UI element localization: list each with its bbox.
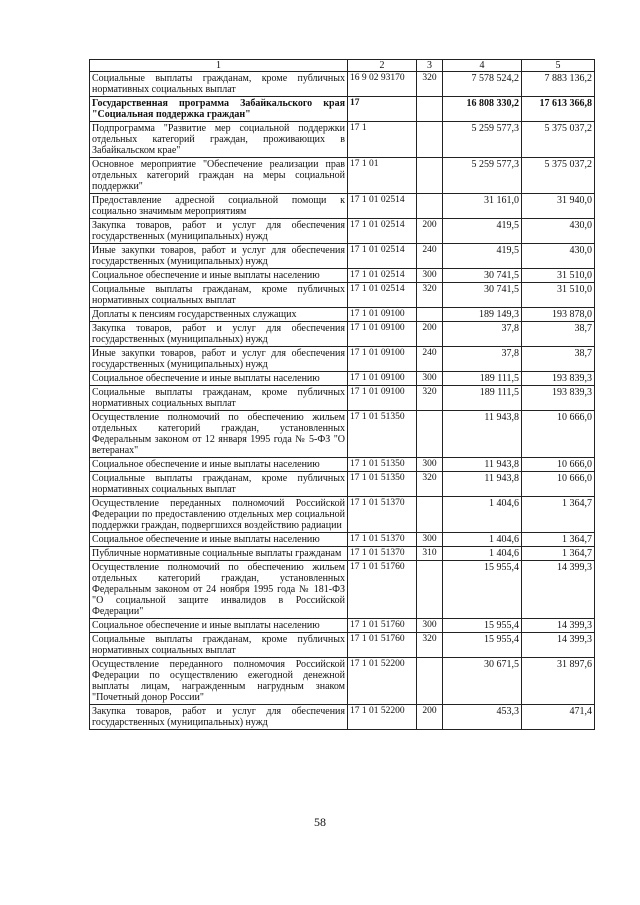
row-year1-amount-cell: 419,5	[443, 244, 522, 269]
row-year1-amount-cell: 30 741,5	[443, 269, 522, 283]
row-code-cell: 17 1 01 09100	[348, 322, 417, 347]
row-expense-type-cell: 320	[417, 72, 443, 97]
table-row	[90, 386, 595, 411]
row-name-cell: Социальное обеспечение и иные выплаты населению	[90, 619, 348, 633]
row-code-cell: 17 1 01 09100	[348, 308, 417, 322]
row-name-cell: Публичные нормативные социальные выплаты гражданам	[90, 547, 348, 561]
row-expense-type-cell: 300	[417, 372, 443, 386]
row-expense-type-cell	[417, 158, 443, 194]
table-row	[90, 619, 595, 633]
row-code-cell: 16 9 02 93170	[348, 72, 417, 97]
row-expense-type-cell: 300	[417, 458, 443, 472]
table-row	[90, 633, 595, 658]
row-expense-type-cell	[417, 411, 443, 458]
row-code-cell: 17 1 01 09100	[348, 386, 417, 411]
table-row	[90, 72, 595, 97]
row-year1-amount-cell: 453,3	[443, 705, 522, 730]
row-expense-type-cell: 200	[417, 322, 443, 347]
row-year2-amount-cell: 430,0	[522, 219, 595, 244]
row-code-cell: 17 1 01 09100	[348, 347, 417, 372]
row-year1-amount-cell: 5 259 577,3	[443, 122, 522, 158]
row-expense-type-cell: 240	[417, 347, 443, 372]
row-year1-amount-cell: 15 955,4	[443, 619, 522, 633]
header-cell-code: 2	[348, 60, 417, 72]
row-expense-type-cell	[417, 194, 443, 219]
table-header-row	[90, 60, 595, 72]
table-row	[90, 322, 595, 347]
table-row	[90, 411, 595, 458]
row-year1-amount-cell: 37,8	[443, 322, 522, 347]
row-year2-amount-cell: 193 878,0	[522, 308, 595, 322]
row-year2-amount-cell: 38,7	[522, 322, 595, 347]
row-expense-type-cell: 300	[417, 533, 443, 547]
table-row	[90, 194, 595, 219]
row-code-cell: 17 1 01 51370	[348, 533, 417, 547]
row-name-cell: Социальные выплаты гражданам, кроме публичных нормативных социальных выплат	[90, 386, 348, 411]
row-year2-amount-cell: 1 364,7	[522, 547, 595, 561]
page-number: 58	[314, 815, 326, 829]
table-row	[90, 269, 595, 283]
row-year2-amount-cell: 31 510,0	[522, 269, 595, 283]
row-year1-amount-cell: 11 943,8	[443, 411, 522, 458]
row-year1-amount-cell: 1 404,6	[443, 547, 522, 561]
row-name-cell: Основное мероприятие "Обеспечение реализации прав отдельных категорий граждан на меры социальной поддержки"	[90, 158, 348, 194]
table-row	[90, 458, 595, 472]
row-name-cell: Закупка товаров, работ и услуг для обеспечения государственных (муниципальных) нужд	[90, 219, 348, 244]
row-name-cell: Социальное обеспечение и иные выплаты населению	[90, 458, 348, 472]
row-name-cell: Осуществление переданного полномочия Российской Федерации по осуществлению ежегодной денежной выплаты лицам, награжденным нагрудным знаком "Почетный донор России"	[90, 658, 348, 705]
row-year2-amount-cell: 10 666,0	[522, 411, 595, 458]
row-year1-amount-cell: 15 955,4	[443, 633, 522, 658]
row-year1-amount-cell: 189 149,3	[443, 308, 522, 322]
header-cell-year1: 4	[443, 60, 522, 72]
row-year2-amount-cell: 1 364,7	[522, 533, 595, 547]
row-year1-amount-cell: 37,8	[443, 347, 522, 372]
row-year2-amount-cell: 14 399,3	[522, 633, 595, 658]
row-year1-amount-cell: 11 943,8	[443, 458, 522, 472]
table-row	[90, 561, 595, 619]
row-year2-amount-cell: 17 613 366,8	[522, 97, 595, 122]
row-name-cell: Социальные выплаты гражданам, кроме публичных нормативных социальных выплат	[90, 283, 348, 308]
row-name-cell: Социальные выплаты гражданам, кроме публичных нормативных социальных выплат	[90, 472, 348, 497]
row-expense-type-cell	[417, 308, 443, 322]
header-cell-year2: 5	[522, 60, 595, 72]
table-row	[90, 122, 595, 158]
row-year2-amount-cell: 10 666,0	[522, 472, 595, 497]
row-year2-amount-cell: 31 510,0	[522, 283, 595, 308]
row-year1-amount-cell: 189 111,5	[443, 386, 522, 411]
row-year1-amount-cell: 1 404,6	[443, 497, 522, 533]
row-expense-type-cell: 310	[417, 547, 443, 561]
table-row	[90, 347, 595, 372]
row-year2-amount-cell: 7 883 136,2	[522, 72, 595, 97]
row-expense-type-cell	[417, 122, 443, 158]
row-name-cell: Осуществление полномочий по обеспечению жильем отдельных категорий граждан, установленных Федеральным законом от 24 ноября 1995 года № 181-ФЗ "О социальной защите инвалидов в Российской Федерации"	[90, 561, 348, 619]
row-name-cell: Социальное обеспечение и иные выплаты населению	[90, 372, 348, 386]
row-year1-amount-cell: 11 943,8	[443, 472, 522, 497]
row-year2-amount-cell: 1 364,7	[522, 497, 595, 533]
row-expense-type-cell: 300	[417, 269, 443, 283]
table-row	[90, 97, 595, 122]
row-expense-type-cell	[417, 658, 443, 705]
row-expense-type-cell: 320	[417, 633, 443, 658]
row-year2-amount-cell: 31 940,0	[522, 194, 595, 219]
table-row	[90, 497, 595, 533]
row-code-cell: 17	[348, 97, 417, 122]
row-name-cell: Осуществление переданных полномочий Российской Федерации по предоставлению отдельных мер социальной поддержки граждан, подвергшихся воздействию радиации	[90, 497, 348, 533]
row-expense-type-cell: 320	[417, 283, 443, 308]
row-year1-amount-cell: 189 111,5	[443, 372, 522, 386]
row-year1-amount-cell: 15 955,4	[443, 561, 522, 619]
row-name-cell: Подпрограмма "Развитие мер социальной поддержки отдельных категорий граждан, проживающих в Забайкальском крае"	[90, 122, 348, 158]
row-year1-amount-cell: 31 161,0	[443, 194, 522, 219]
row-expense-type-cell: 200	[417, 219, 443, 244]
row-code-cell: 17 1 01 02514	[348, 283, 417, 308]
row-expense-type-cell: 200	[417, 705, 443, 730]
table-row	[90, 658, 595, 705]
row-code-cell: 17 1 01 52200	[348, 705, 417, 730]
row-year2-amount-cell: 193 839,3	[522, 386, 595, 411]
row-code-cell: 17 1 01 51350	[348, 458, 417, 472]
row-year2-amount-cell: 14 399,3	[522, 619, 595, 633]
row-name-cell: Социальные выплаты гражданам, кроме публичных нормативных социальных выплат	[90, 633, 348, 658]
table-row	[90, 705, 595, 730]
row-year2-amount-cell: 38,7	[522, 347, 595, 372]
row-year1-amount-cell: 5 259 577,3	[443, 158, 522, 194]
row-expense-type-cell	[417, 497, 443, 533]
row-code-cell: 17 1 01 02514	[348, 244, 417, 269]
row-year2-amount-cell: 5 375 037,2	[522, 158, 595, 194]
table-row	[90, 372, 595, 386]
row-year2-amount-cell: 10 666,0	[522, 458, 595, 472]
header-cell-name: 1	[90, 60, 348, 72]
row-code-cell: 17 1 01 51760	[348, 619, 417, 633]
row-name-cell: Осуществление полномочий по обеспечению жильем отдельных категорий граждан, установленных Федеральным законом от 12 января 1995 года № 5-ФЗ "О ветеранах"	[90, 411, 348, 458]
row-expense-type-cell: 240	[417, 244, 443, 269]
row-name-cell: Закупка товаров, работ и услуг для обеспечения государственных (муниципальных) нужд	[90, 705, 348, 730]
table-row	[90, 547, 595, 561]
row-code-cell: 17 1 01 51350	[348, 411, 417, 458]
row-code-cell: 17 1 01 02514	[348, 194, 417, 219]
table-row	[90, 244, 595, 269]
budget-table	[89, 59, 595, 730]
row-year1-amount-cell: 16 808 330,2	[443, 97, 522, 122]
row-code-cell: 17 1 01 51760	[348, 561, 417, 619]
row-year2-amount-cell: 193 839,3	[522, 372, 595, 386]
row-code-cell: 17 1 01 51760	[348, 633, 417, 658]
row-name-cell: Иные закупки товаров, работ и услуг для обеспечения государственных (муниципальных) нужд	[90, 244, 348, 269]
table-row	[90, 158, 595, 194]
row-expense-type-cell: 320	[417, 386, 443, 411]
row-year2-amount-cell: 14 399,3	[522, 561, 595, 619]
row-year1-amount-cell: 30 741,5	[443, 283, 522, 308]
row-expense-type-cell	[417, 97, 443, 122]
row-expense-type-cell: 320	[417, 472, 443, 497]
row-year1-amount-cell: 7 578 524,2	[443, 72, 522, 97]
row-name-cell: Иные закупки товаров, работ и услуг для обеспечения государственных (муниципальных) нужд	[90, 347, 348, 372]
row-name-cell: Государственная программа Забайкальского края "Социальная поддержка граждан"	[90, 97, 348, 122]
row-year2-amount-cell: 31 897,6	[522, 658, 595, 705]
row-year1-amount-cell: 419,5	[443, 219, 522, 244]
row-expense-type-cell: 300	[417, 619, 443, 633]
row-year1-amount-cell: 1 404,6	[443, 533, 522, 547]
table-row	[90, 283, 595, 308]
row-year2-amount-cell: 430,0	[522, 244, 595, 269]
row-code-cell: 17 1 01 02514	[348, 219, 417, 244]
row-name-cell: Социальные выплаты гражданам, кроме публичных нормативных социальных выплат	[90, 72, 348, 97]
row-code-cell: 17 1 01 02514	[348, 269, 417, 283]
row-year2-amount-cell: 5 375 037,2	[522, 122, 595, 158]
header-cell-vr: 3	[417, 60, 443, 72]
row-code-cell: 17 1	[348, 122, 417, 158]
table-row	[90, 533, 595, 547]
row-name-cell: Доплаты к пенсиям государственных служащих	[90, 308, 348, 322]
row-name-cell: Социальное обеспечение и иные выплаты населению	[90, 269, 348, 283]
row-code-cell: 17 1 01 09100	[348, 372, 417, 386]
row-year1-amount-cell: 30 671,5	[443, 658, 522, 705]
table-row	[90, 219, 595, 244]
row-code-cell: 17 1 01	[348, 158, 417, 194]
row-code-cell: 17 1 01 51350	[348, 472, 417, 497]
row-expense-type-cell	[417, 561, 443, 619]
row-name-cell: Социальное обеспечение и иные выплаты населению	[90, 533, 348, 547]
row-code-cell: 17 1 01 52200	[348, 658, 417, 705]
row-name-cell: Предоставление адресной социальной помощи к социально значимым мероприятиям	[90, 194, 348, 219]
table-row	[90, 472, 595, 497]
row-name-cell: Закупка товаров, работ и услуг для обеспечения государственных (муниципальных) нужд	[90, 322, 348, 347]
row-code-cell: 17 1 01 51370	[348, 547, 417, 561]
row-year2-amount-cell: 471,4	[522, 705, 595, 730]
row-code-cell: 17 1 01 51370	[348, 497, 417, 533]
table-row	[90, 308, 595, 322]
